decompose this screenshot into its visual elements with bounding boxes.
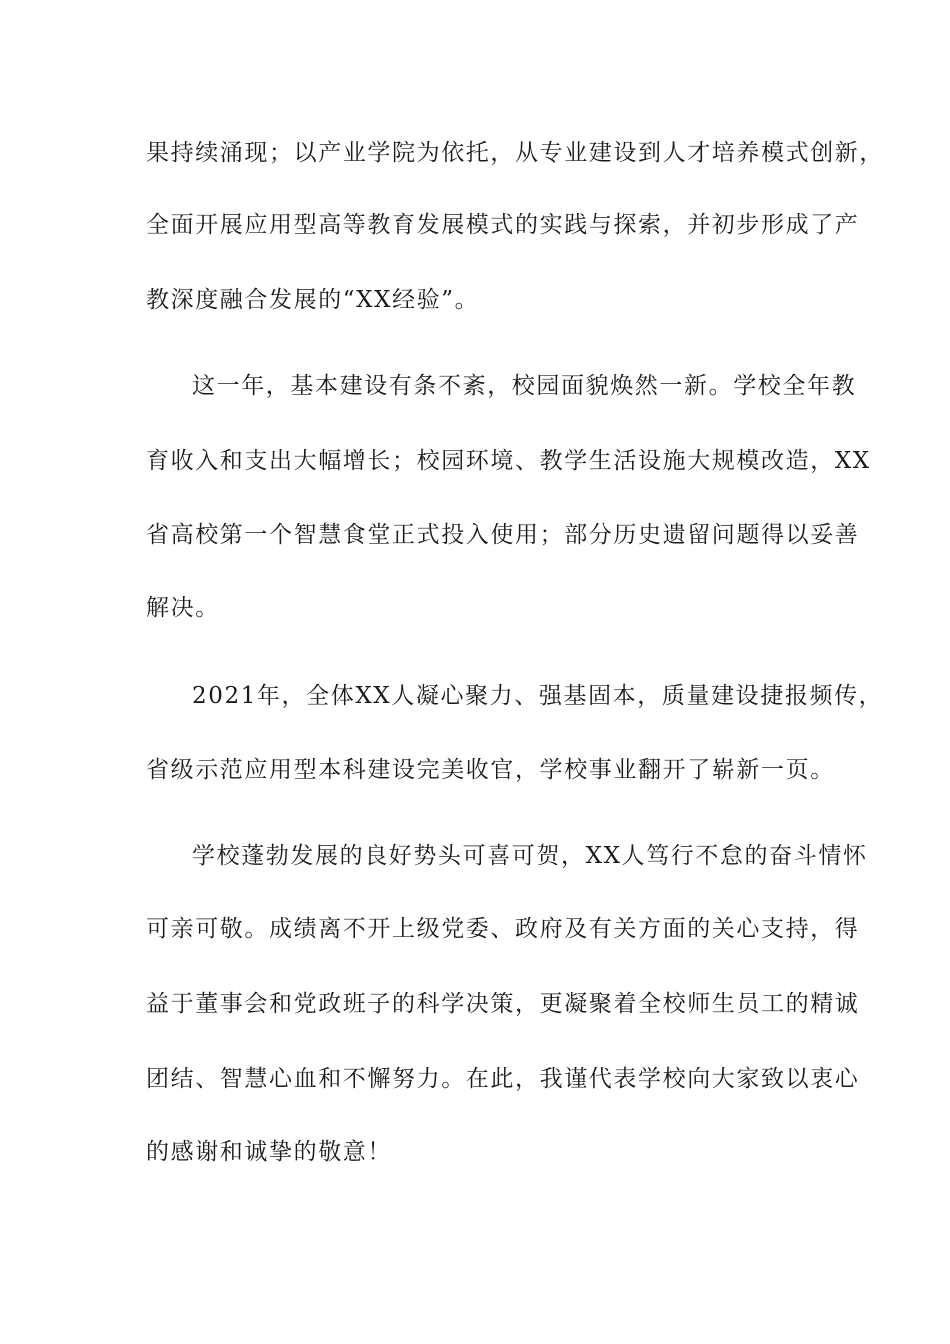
paragraph-4-line-5: 的感谢和诚挚的敬意！ [146, 1139, 392, 1165]
paragraph-1-line-1: 果持续涌现；以产业学院为依托，从专业建设到人才培养模式创新， [146, 140, 884, 166]
paragraph-3-line-1: 2021年，全体XX人凝心聚力、强基固本，质量建设捷报频传， [192, 683, 884, 709]
paragraph-1-line-2: 全面开展应用型高等教育发展模式的实践与探索，并初步形成了产 [146, 212, 860, 238]
paragraph-4-line-4: 团结、智慧心血和不懈努力。在此，我谨代表学校向大家致以衷心 [146, 1066, 860, 1092]
paragraph-4-line-2: 可亲可敬。成绩离不开上级党委、政府及有关方面的关心支持，得 [146, 916, 860, 942]
paragraph-1-line-3: 教深度融合发展的“XX经验”。 [146, 287, 480, 313]
paragraph-2-line-3: 省高校第一个智慧食堂正式投入使用；部分历史遗留问题得以妥善 [146, 522, 860, 548]
paragraph-4-line-3: 益于董事会和党政班子的科学决策，更凝聚着全校师生员工的精诚 [146, 991, 860, 1017]
paragraph-2-line-4: 解决。 [146, 595, 220, 621]
paragraph-4-line-1: 学校蓬勃发展的良好势头可喜可贺，XX人笃行不怠的奋斗情怀 [192, 843, 868, 869]
paragraph-2-line-2: 育收入和支出大幅增长；校园环境、教学生活设施大规模改造，XX [146, 448, 871, 474]
paragraph-3-line-2: 省级示范应用型本科建设完美收官，学校事业翻开了崭新一页。 [146, 757, 835, 783]
paragraph-2-line-1: 这一年，基本建设有条不紊，校园面貌焕然一新。学校全年教 [192, 373, 857, 399]
